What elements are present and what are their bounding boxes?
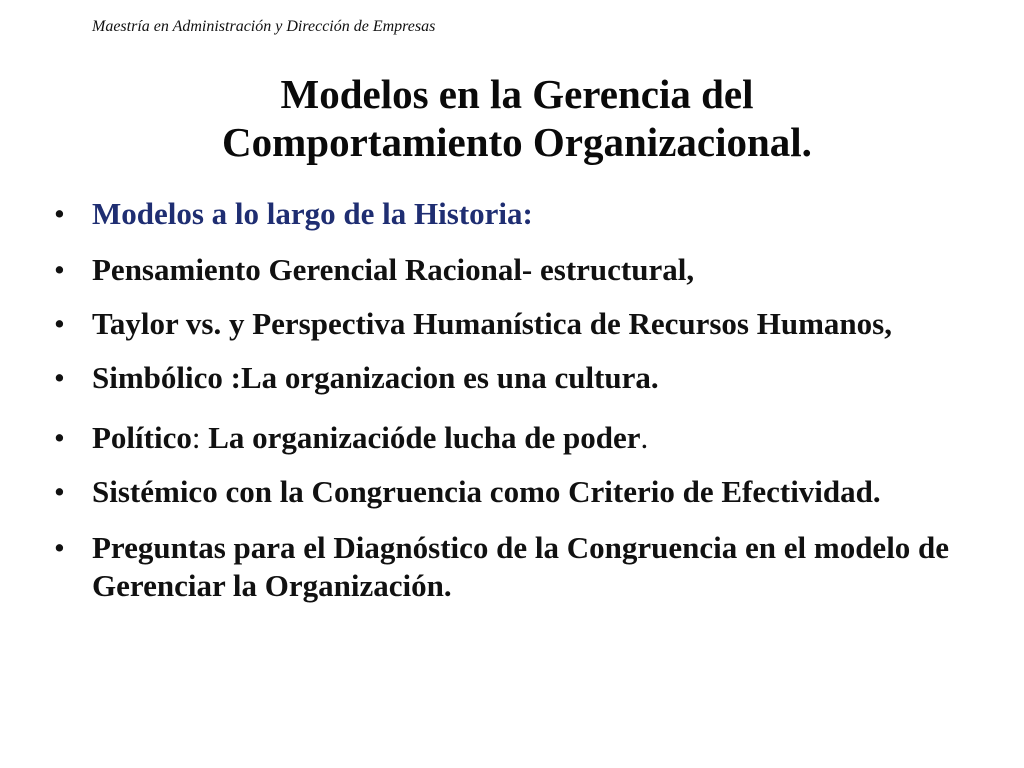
bullet-item-politico bbox=[52, 419, 972, 457]
bullet-text bbox=[92, 420, 648, 455]
bullet-icon: • bbox=[54, 306, 65, 341]
bullet-item-sistemico bbox=[52, 473, 972, 511]
bullet-text-suffix: . bbox=[640, 420, 649, 455]
bullet-text-prefix: Político bbox=[92, 420, 192, 455]
bullet-icon: • bbox=[54, 530, 65, 565]
bullet-item-preguntas bbox=[52, 529, 972, 605]
slide-title bbox=[0, 70, 1024, 166]
bullet-icon: • bbox=[54, 474, 65, 509]
course-subtitle: Maestría en Administración y Dirección de Empresas bbox=[92, 18, 436, 35]
bullet-item-simbolico bbox=[52, 359, 972, 397]
bullet-list bbox=[52, 195, 972, 605]
slide-title-line-1: Modelos en la Gerencia del bbox=[280, 71, 754, 117]
bullet-icon: • bbox=[54, 420, 65, 455]
bullet-text: Pensamiento Gerencial Racional- estructural, bbox=[92, 252, 695, 287]
bullet-text: Preguntas para el Diagnóstico de la Congruencia en el modelo de Gerenciar la Organización. bbox=[92, 530, 950, 603]
bullet-text: Sistémico con la Congruencia como Criterio de Efectividad. bbox=[92, 474, 881, 509]
bullet-text-main: La organizacióde lucha de poder bbox=[200, 420, 641, 455]
bullet-text: Modelos a lo largo de la Historia: bbox=[92, 196, 533, 231]
bullet-icon: • bbox=[54, 252, 65, 287]
bullet-icon: • bbox=[54, 196, 65, 231]
bullet-item-racional bbox=[52, 251, 972, 289]
bullet-icon: • bbox=[54, 360, 65, 395]
bullet-text: Taylor vs. y Perspectiva Humanística de Recursos Humanos, bbox=[92, 306, 892, 341]
bullet-item-taylor bbox=[52, 305, 972, 343]
bullet-text: Simbólico :La organizacion es una cultura. bbox=[92, 360, 659, 395]
bullet-item-historia bbox=[52, 195, 972, 233]
slide-title-line-2: Comportamiento Organizacional. bbox=[222, 119, 812, 165]
bullet-text-colon: : bbox=[191, 420, 201, 455]
